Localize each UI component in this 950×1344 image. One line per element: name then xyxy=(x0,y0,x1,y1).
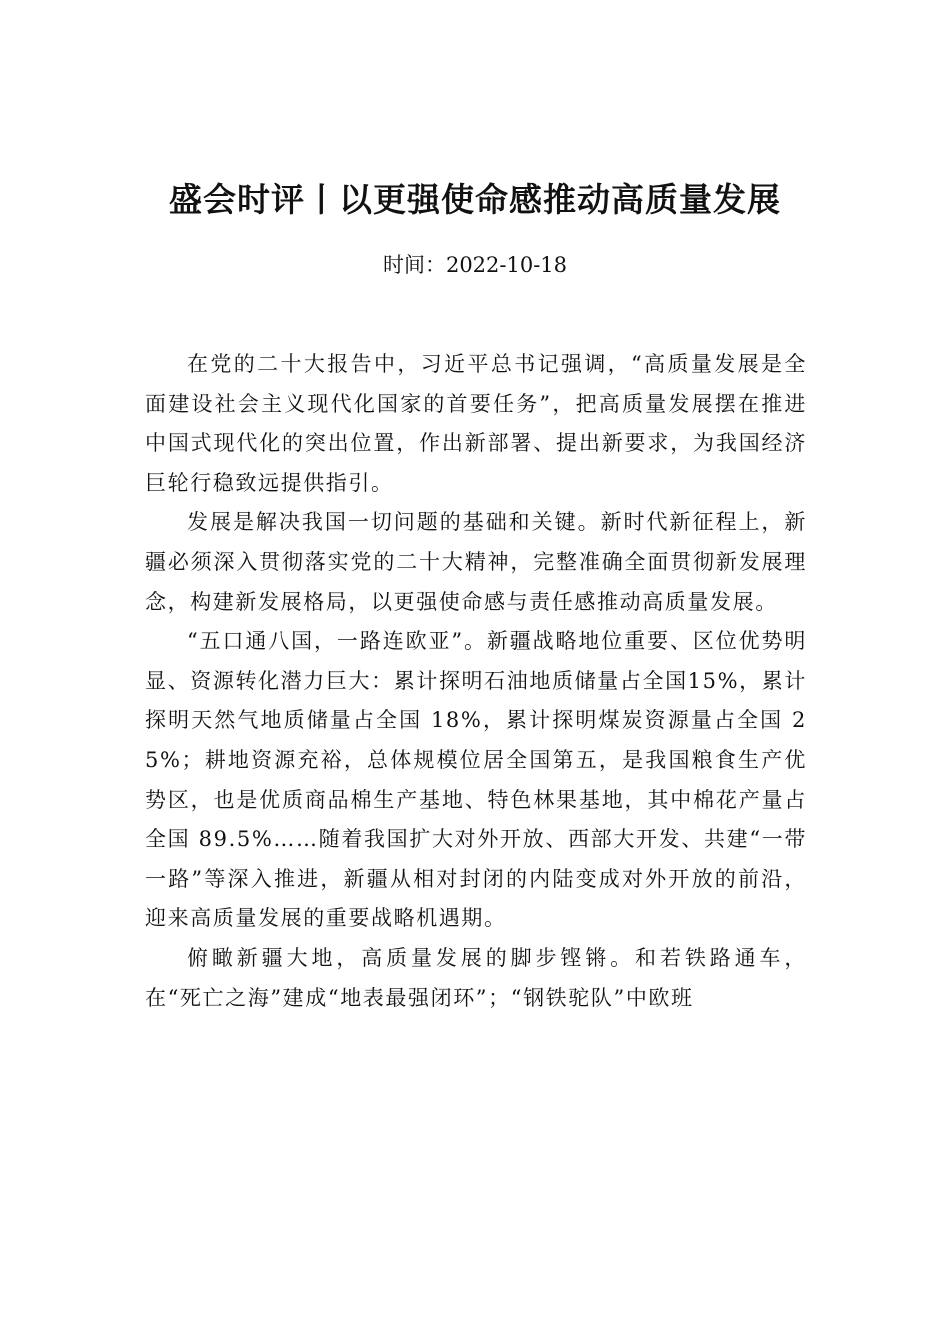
publish-date: 时间：2022-10-18 xyxy=(382,253,568,277)
article-body xyxy=(145,345,807,1018)
paragraph-4: 俯瞰新疆大地，高质量发展的脚步铿锵。和若铁路通车，在“死亡之海”建成“地表最强闭环”；“钢铁驼队”中欧班 xyxy=(145,945,807,1010)
paragraph-3: “五口通八国，一路连欧亚”。新疆战略地位重要、区位优势明显、资源转化潜力巨大：累计探明石油地质储量占全国15%，累计探明天然气地质储量占全国 18%，累计探明煤炭资源量占全国 25%；耕地资源充裕，总体规模位居全国第五，是我国粮食生产优势区，也是优质商品棉生产基地、特色林果基地，其中棉花产量占全国 89.5%……随着我国扩大对外开放、西部大开发、共建“一带一路”等深入推进，新疆从相对封闭的内陆变成对外开放的前沿，迎来高质量发展的重要战略机遇期。 xyxy=(145,629,807,931)
paragraph-1: 在党的二十大报告中，习近平总书记强调，“高质量发展是全面建设社会主义现代化国家的首要任务”，把高质量发展摆在推进中国式现代化的突出位置，作出新部署、提出新要求，为我国经济巨轮行稳致远提供指引。 xyxy=(145,352,807,495)
paragraph-2: 发展是解决我国一切问题的基础和关键。新时代新征程上，新疆必须深入贯彻落实党的二十大精神，完整准确全面贯彻新发展理念，构建新发展格局，以更强使命感与责任感推动高质量发展。 xyxy=(145,510,807,614)
article-title: 盛会时评丨以更强使命感推动高质量发展 xyxy=(169,180,781,219)
